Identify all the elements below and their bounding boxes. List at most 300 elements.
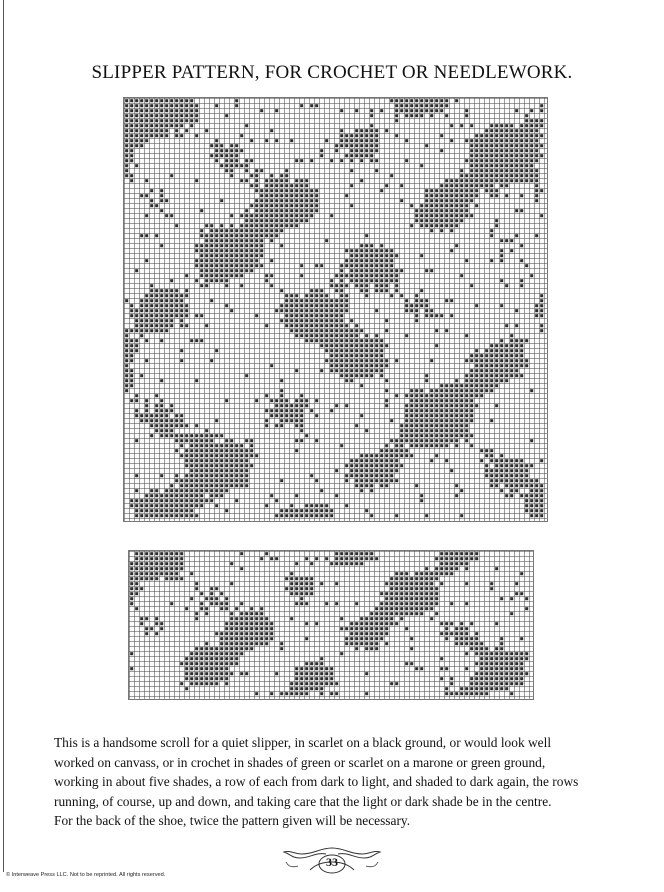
stitch-cell <box>370 617 373 620</box>
stitch-cell <box>470 149 473 152</box>
stitch-cell <box>215 449 218 452</box>
stitch-cell <box>275 404 278 407</box>
stitch-cell <box>405 572 408 575</box>
stitch-cell <box>305 304 308 307</box>
stitch-cell <box>225 439 228 442</box>
stitch-cell <box>500 134 503 137</box>
stitch-cell <box>300 414 303 417</box>
stitch-cell <box>400 572 403 575</box>
stitch-cell <box>505 662 508 665</box>
stitch-cell <box>385 254 388 257</box>
stitch-cell <box>290 572 293 575</box>
stitch-cell <box>495 677 498 680</box>
stitch-cell <box>435 219 438 222</box>
stitch-cell <box>425 209 428 212</box>
stitch-cell <box>215 469 218 472</box>
stitch-cell <box>355 459 358 462</box>
stitch-cell <box>535 169 538 172</box>
page-number: 33 <box>326 855 338 869</box>
stitch-cell <box>310 189 313 192</box>
stitch-cell <box>270 229 273 232</box>
stitch-cell <box>340 359 343 362</box>
stitch-cell <box>150 572 153 575</box>
stitch-cell <box>265 209 268 212</box>
stitch-cell <box>265 139 268 142</box>
stitch-cell <box>420 209 423 212</box>
stitch-cell <box>160 319 163 322</box>
stitch-cell <box>395 114 398 117</box>
stitch-cell <box>405 114 408 117</box>
stitch-cell <box>500 464 503 467</box>
stitch-cell <box>340 552 343 555</box>
stitch-cell <box>155 414 158 417</box>
stitch-cell <box>420 597 423 600</box>
stitch-cell <box>160 627 163 630</box>
stitch-cell <box>210 494 213 497</box>
stitch-cell <box>300 587 303 590</box>
stitch-cell <box>345 349 348 352</box>
stitch-cell <box>145 404 148 407</box>
stitch-cell <box>185 607 188 610</box>
stitch-cell <box>280 399 283 402</box>
stitch-cell <box>195 444 198 447</box>
stitch-cell <box>335 349 338 352</box>
stitch-cell <box>210 359 213 362</box>
stitch-cell <box>425 99 428 102</box>
stitch-cell <box>315 439 318 442</box>
stitch-cell <box>270 627 273 630</box>
stitch-cell <box>285 692 288 695</box>
stitch-cell <box>385 602 388 605</box>
stitch-cell <box>145 109 148 112</box>
stitch-cell <box>330 364 333 367</box>
stitch-cell <box>225 249 228 252</box>
stitch-cell <box>450 414 453 417</box>
stitch-cell <box>440 399 443 402</box>
stitch-cell <box>135 99 138 102</box>
stitch-cell <box>145 329 148 332</box>
stitch-cell <box>405 139 408 142</box>
stitch-cell <box>460 637 463 640</box>
stitch-cell <box>145 504 148 507</box>
stitch-cell <box>145 577 148 580</box>
stitch-cell <box>365 672 368 675</box>
stitch-cell <box>275 234 278 237</box>
stitch-cell <box>465 189 468 192</box>
stitch-cell <box>240 552 243 555</box>
stitch-cell <box>485 449 488 452</box>
stitch-cell <box>225 269 228 272</box>
stitch-cell <box>490 652 493 655</box>
stitch-cell <box>315 189 318 192</box>
stitch-cell <box>230 159 233 162</box>
stitch-cell <box>190 514 193 517</box>
stitch-cell <box>150 104 153 107</box>
stitch-cell <box>505 284 508 287</box>
stitch-cell <box>390 587 393 590</box>
stitch-cell <box>245 454 248 457</box>
stitch-cell <box>250 184 253 187</box>
stitch-cell <box>515 662 518 665</box>
stitch-cell <box>485 129 488 132</box>
stitch-cell <box>500 359 503 362</box>
stitch-cell <box>405 587 408 590</box>
stitch-cell <box>370 459 373 462</box>
stitch-cell <box>440 194 443 197</box>
stitch-cell <box>505 687 508 690</box>
stitch-cell <box>350 354 353 357</box>
stitch-cell <box>230 612 233 615</box>
stitch-cell <box>490 349 493 352</box>
stitch-cell <box>315 672 318 675</box>
stitch-cell <box>430 414 433 417</box>
stitch-cell <box>160 409 163 412</box>
stitch-cell <box>280 244 283 247</box>
stitch-cell <box>480 374 483 377</box>
stitch-cell <box>465 394 468 397</box>
stitch-cell <box>530 144 533 147</box>
stitch-cell <box>145 414 148 417</box>
stitch-cell <box>180 134 183 137</box>
stitch-cell <box>430 209 433 212</box>
stitch-cell <box>145 304 148 307</box>
stitch-cell <box>260 637 263 640</box>
stitch-cell <box>380 632 383 635</box>
stitch-cell <box>365 509 368 512</box>
stitch-cell <box>255 229 258 232</box>
stitch-cell <box>155 314 158 317</box>
stitch-cell <box>210 244 213 247</box>
stitch-cell <box>490 179 493 182</box>
stitch-cell <box>205 224 208 227</box>
stitch-cell <box>360 339 363 342</box>
pattern-description: This is a handsome scroll for a quiet slipper, in scarlet on a black ground, or would look well worked on canvass, or in crochet in shades of green or scarlet on a marone or green ground, working in about five shades, a row of each from dark to light, and shaded to dark again, the rows running, of course, up and down, and taking care that the light or dark shade be in the centre. For the back of the shoe, twice the pattern given will be necessary. <box>54 735 579 829</box>
stitch-cell <box>435 209 438 212</box>
stitch-cell <box>195 469 198 472</box>
stitch-cell <box>190 119 193 122</box>
stitch-cell <box>500 687 503 690</box>
stitch-cell <box>455 484 458 487</box>
stitch-cell <box>510 159 513 162</box>
stitch-cell <box>340 324 343 327</box>
stitch-cell <box>310 514 313 517</box>
stitch-cell <box>300 409 303 412</box>
stitch-cell <box>305 582 308 585</box>
stitch-cell <box>345 364 348 367</box>
stitch-cell <box>140 514 143 517</box>
stitch-cell <box>410 414 413 417</box>
stitch-cell <box>420 439 423 442</box>
stitch-cell <box>340 334 343 337</box>
stitch-cell <box>540 294 543 297</box>
stitch-cell <box>540 124 543 127</box>
stitch-cell <box>375 334 378 337</box>
stitch-cell <box>290 514 293 517</box>
stitch-cell <box>160 324 163 327</box>
stitch-cell <box>355 344 358 347</box>
stitch-cell <box>370 632 373 635</box>
stitch-cell <box>220 479 223 482</box>
stitch-cell <box>505 359 508 362</box>
stitch-cell <box>340 374 343 377</box>
stitch-cell <box>170 489 173 492</box>
stitch-cell <box>230 469 233 472</box>
stitch-cell <box>310 592 313 595</box>
stitch-cell <box>510 349 513 352</box>
stitch-cell <box>375 129 378 132</box>
stitch-cell <box>300 319 303 322</box>
stitch-cell <box>130 144 133 147</box>
stitch-cell <box>170 572 173 575</box>
stitch-cell <box>140 99 143 102</box>
stitch-cell <box>390 617 393 620</box>
stitch-cell <box>160 414 163 417</box>
stitch-cell <box>460 692 463 695</box>
stitch-cell <box>485 169 488 172</box>
stitch-cell <box>240 637 243 640</box>
stitch-cell <box>235 469 238 472</box>
stitch-cell <box>205 444 208 447</box>
stitch-cell <box>295 682 298 685</box>
stitch-cell <box>125 364 128 367</box>
stitch-cell <box>445 632 448 635</box>
stitch-cell <box>410 114 413 117</box>
stitch-cell <box>540 499 543 502</box>
stitch-cell <box>190 339 193 342</box>
stitch-cell <box>370 349 373 352</box>
stitch-cell <box>380 364 383 367</box>
stitch-cell <box>355 134 358 137</box>
stitch-cell <box>190 667 193 670</box>
stitch-cell <box>245 647 248 650</box>
stitch-cell <box>245 474 248 477</box>
stitch-cell <box>480 647 483 650</box>
stitch-cell <box>130 354 133 357</box>
stitch-cell <box>540 314 543 317</box>
stitch-cell <box>370 514 373 517</box>
stitch-cell <box>165 119 168 122</box>
stitch-cell <box>220 229 223 232</box>
stitch-cell <box>200 434 203 437</box>
stitch-cell <box>345 299 348 302</box>
stitch-cell <box>500 379 503 382</box>
stitch-cell <box>535 509 538 512</box>
stitch-cell <box>525 474 528 477</box>
stitch-cell <box>530 164 533 167</box>
stitch-cell <box>230 627 233 630</box>
stitch-cell <box>260 214 263 217</box>
stitch-cell <box>380 464 383 467</box>
stitch-cell <box>125 384 128 387</box>
stitch-cell <box>215 474 218 477</box>
stitch-cell <box>375 632 378 635</box>
stitch-cell <box>170 434 173 437</box>
stitch-cell <box>125 374 128 377</box>
stitch-cell <box>315 199 318 202</box>
stitch-cell <box>200 672 203 675</box>
stitch-cell <box>225 279 228 282</box>
stitch-cell <box>290 404 293 407</box>
stitch-cell <box>370 354 373 357</box>
stitch-cell <box>295 179 298 182</box>
stitch-cell <box>360 489 363 492</box>
stitch-cell <box>445 199 448 202</box>
stitch-cell <box>200 657 203 660</box>
stitch-cell <box>480 449 483 452</box>
stitch-cell <box>175 224 178 227</box>
stitch-cell <box>165 99 168 102</box>
stitch-cell <box>470 144 473 147</box>
stitch-cell <box>230 164 233 167</box>
stitch-cell <box>125 99 128 102</box>
stitch-cell <box>420 289 423 292</box>
stitch-cell <box>370 139 373 142</box>
stitch-cell <box>310 199 313 202</box>
stitch-cell <box>185 494 188 497</box>
stitch-cell <box>155 104 158 107</box>
stitch-cell <box>235 657 238 660</box>
stitch-cell <box>455 184 458 187</box>
stitch-cell <box>420 219 423 222</box>
stitch-cell <box>395 607 398 610</box>
stitch-cell <box>345 627 348 630</box>
stitch-cell <box>265 189 268 192</box>
stitch-cell <box>245 229 248 232</box>
stitch-cell <box>380 259 383 262</box>
stitch-cell <box>495 134 498 137</box>
stitch-cell <box>385 364 388 367</box>
stitch-cell <box>440 409 443 412</box>
stitch-cell <box>370 369 373 372</box>
stitch-cell <box>505 239 508 242</box>
stitch-cell <box>310 339 313 342</box>
stitch-cell <box>125 144 128 147</box>
stitch-cell <box>135 592 138 595</box>
stitch-cell <box>410 424 413 427</box>
stitch-cell <box>325 324 328 327</box>
stitch-cell <box>140 617 143 620</box>
stitch-cell <box>465 374 468 377</box>
stitch-cell <box>225 264 228 267</box>
stitch-cell <box>210 677 213 680</box>
stitch-cell <box>375 249 378 252</box>
stitch-cell <box>540 134 543 137</box>
stitch-cell <box>205 274 208 277</box>
stitch-cell <box>490 479 493 482</box>
stitch-cell <box>540 484 543 487</box>
stitch-cell <box>470 552 473 555</box>
stitch-cell <box>215 229 218 232</box>
stitch-cell <box>175 434 178 437</box>
stitch-cell <box>145 552 148 555</box>
stitch-cell <box>415 577 418 580</box>
stitch-cell <box>410 304 413 307</box>
stitch-cell <box>530 149 533 152</box>
stitch-cell <box>535 314 538 317</box>
stitch-cell <box>380 344 383 347</box>
stitch-cell <box>485 349 488 352</box>
stitch-cell <box>345 552 348 555</box>
stitch-cell <box>475 404 478 407</box>
stitch-cell <box>295 324 298 327</box>
stitch-cell <box>430 434 433 437</box>
stitch-cell <box>250 229 253 232</box>
stitch-cell <box>145 567 148 570</box>
stitch-cell <box>495 484 498 487</box>
stitch-cell <box>170 174 173 177</box>
stitch-cell <box>475 652 478 655</box>
stitch-cell <box>210 662 213 665</box>
stitch-cell <box>510 364 513 367</box>
stitch-cell <box>465 109 468 112</box>
stitch-cell <box>375 284 378 287</box>
stitch-cell <box>260 244 263 247</box>
stitch-cell <box>510 662 513 665</box>
stitch-cell <box>190 677 193 680</box>
stitch-cell <box>465 379 468 382</box>
stitch-cell <box>310 672 313 675</box>
stitch-cell <box>205 249 208 252</box>
stitch-cell <box>365 364 368 367</box>
stitch-cell <box>420 254 423 257</box>
stitch-cell <box>280 514 283 517</box>
stitch-cell <box>360 149 363 152</box>
stitch-cell <box>520 484 523 487</box>
stitch-cell <box>350 264 353 267</box>
stitch-cell <box>460 434 463 437</box>
stitch-cell <box>520 164 523 167</box>
stitch-cell <box>430 359 433 362</box>
stitch-cell <box>185 289 188 292</box>
stitch-cell <box>355 469 358 472</box>
stitch-cell <box>225 304 228 307</box>
stitch-cell <box>235 662 238 665</box>
stitch-cell <box>330 692 333 695</box>
stitch-cell <box>480 677 483 680</box>
stitch-cell <box>385 289 388 292</box>
stitch-cell <box>275 414 278 417</box>
stitch-cell <box>355 464 358 467</box>
stitch-cell <box>175 514 178 517</box>
stitch-cell <box>385 269 388 272</box>
stitch-cell <box>530 129 533 132</box>
stitch-cell <box>455 567 458 570</box>
stitch-cell <box>470 444 473 447</box>
stitch-cell <box>380 607 383 610</box>
stitch-cell <box>190 464 193 467</box>
stitch-cell <box>380 359 383 362</box>
stitch-cell <box>240 464 243 467</box>
stitch-cell <box>360 464 363 467</box>
stitch-cell <box>400 464 403 467</box>
stitch-cell <box>195 179 198 182</box>
stitch-cell <box>410 309 413 312</box>
stitch-cell <box>480 692 483 695</box>
stitch-cell <box>280 179 283 182</box>
stitch-cell <box>365 459 368 462</box>
stitch-cell <box>165 509 168 512</box>
stitch-cell <box>425 104 428 107</box>
stitch-cell <box>180 479 183 482</box>
stitch-cell <box>245 259 248 262</box>
stitch-cell <box>475 687 478 690</box>
stitch-cell <box>145 234 148 237</box>
stitch-cell <box>230 672 233 675</box>
stitch-cell <box>180 557 183 560</box>
stitch-cell <box>165 124 168 127</box>
stitch-cell <box>230 657 233 660</box>
stitch-cell <box>270 494 273 497</box>
